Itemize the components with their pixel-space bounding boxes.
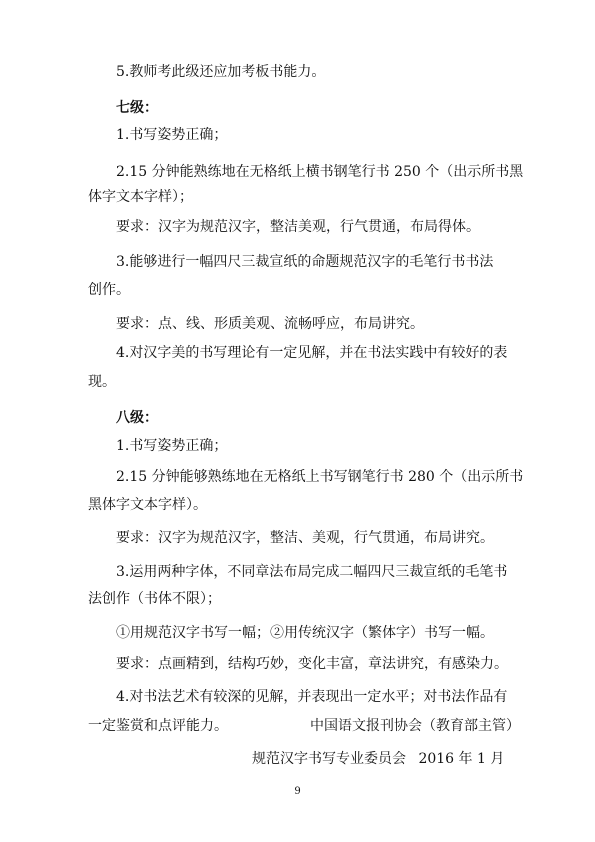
paragraph-line: 1.书写姿势正确； <box>116 127 228 143</box>
signature-organization-committee <box>252 750 504 768</box>
paragraph-line: 法创作（书体不限）； <box>88 591 221 607</box>
paragraph-line: 5.教师考此级还应加考板书能力。 <box>116 64 326 80</box>
paragraph-line: 要求：点、线、形质美观、流畅呼应，布局讲究。 <box>116 316 424 332</box>
paragraph-line: 4.对书法艺术有较深的见解，并表现出一定水平；对书法作品有 <box>116 689 508 705</box>
paragraph-line: 3.能够进行一幅四尺三裁宣纸的命题规范汉字的毛笔行书书法 <box>116 254 494 270</box>
paragraph-line: 2.15 分钟能够熟练地在无格纸上书写钢笔行书 280 个（出示所书 <box>116 469 524 485</box>
paragraph-line: 体字文本字样）； <box>88 189 193 205</box>
section-heading-level-7: 七级： <box>116 100 158 116</box>
paragraph-line: 创作。 <box>88 282 130 298</box>
section-heading-level-8: 八级： <box>116 410 158 426</box>
paragraph-line: 要求：汉字为规范汉字，整洁美观，行气贯通，布局得体。 <box>116 219 480 235</box>
paragraph-line: 黑体字文本字样）。 <box>88 497 207 513</box>
page-number: 9 <box>294 786 301 797</box>
paragraph-line: 1.书写姿势正确； <box>116 438 228 454</box>
paragraph-line: 4.对汉字美的书写理论有一定见解，并在书法实践中有较好的表 <box>116 345 508 361</box>
paragraph-line: 要求：点画精到，结构巧妙，变化丰富，章法讲究，有感染力。 <box>116 656 508 672</box>
paragraph-line: 一定鉴赏和点评能力。 <box>88 718 228 734</box>
signature-organization-primary: 中国语文报刊协会（教育部主管） <box>310 718 520 734</box>
paragraph-line: 3.运用两种字体，不同章法布局完成二幅四尺三裁宣纸的毛笔书 <box>116 564 508 580</box>
paragraph-line: 现。 <box>88 374 116 390</box>
paragraph-line: ①用规范汉字书写一幅；②用传统汉字（繁体字）书写一幅。 <box>116 625 494 641</box>
signature-date: 2016 年 1 月 <box>418 751 505 767</box>
paragraph-line: 要求：汉字为规范汉字，整洁、美观，行气贯通，布局讲究。 <box>116 530 494 546</box>
signature-committee-name: 规范汉字书写专业委员会 <box>252 751 406 767</box>
paragraph-line: 2.15 分钟能熟练地在无格纸上横书钢笔行书 250 个（出示所书黑 <box>116 164 524 180</box>
